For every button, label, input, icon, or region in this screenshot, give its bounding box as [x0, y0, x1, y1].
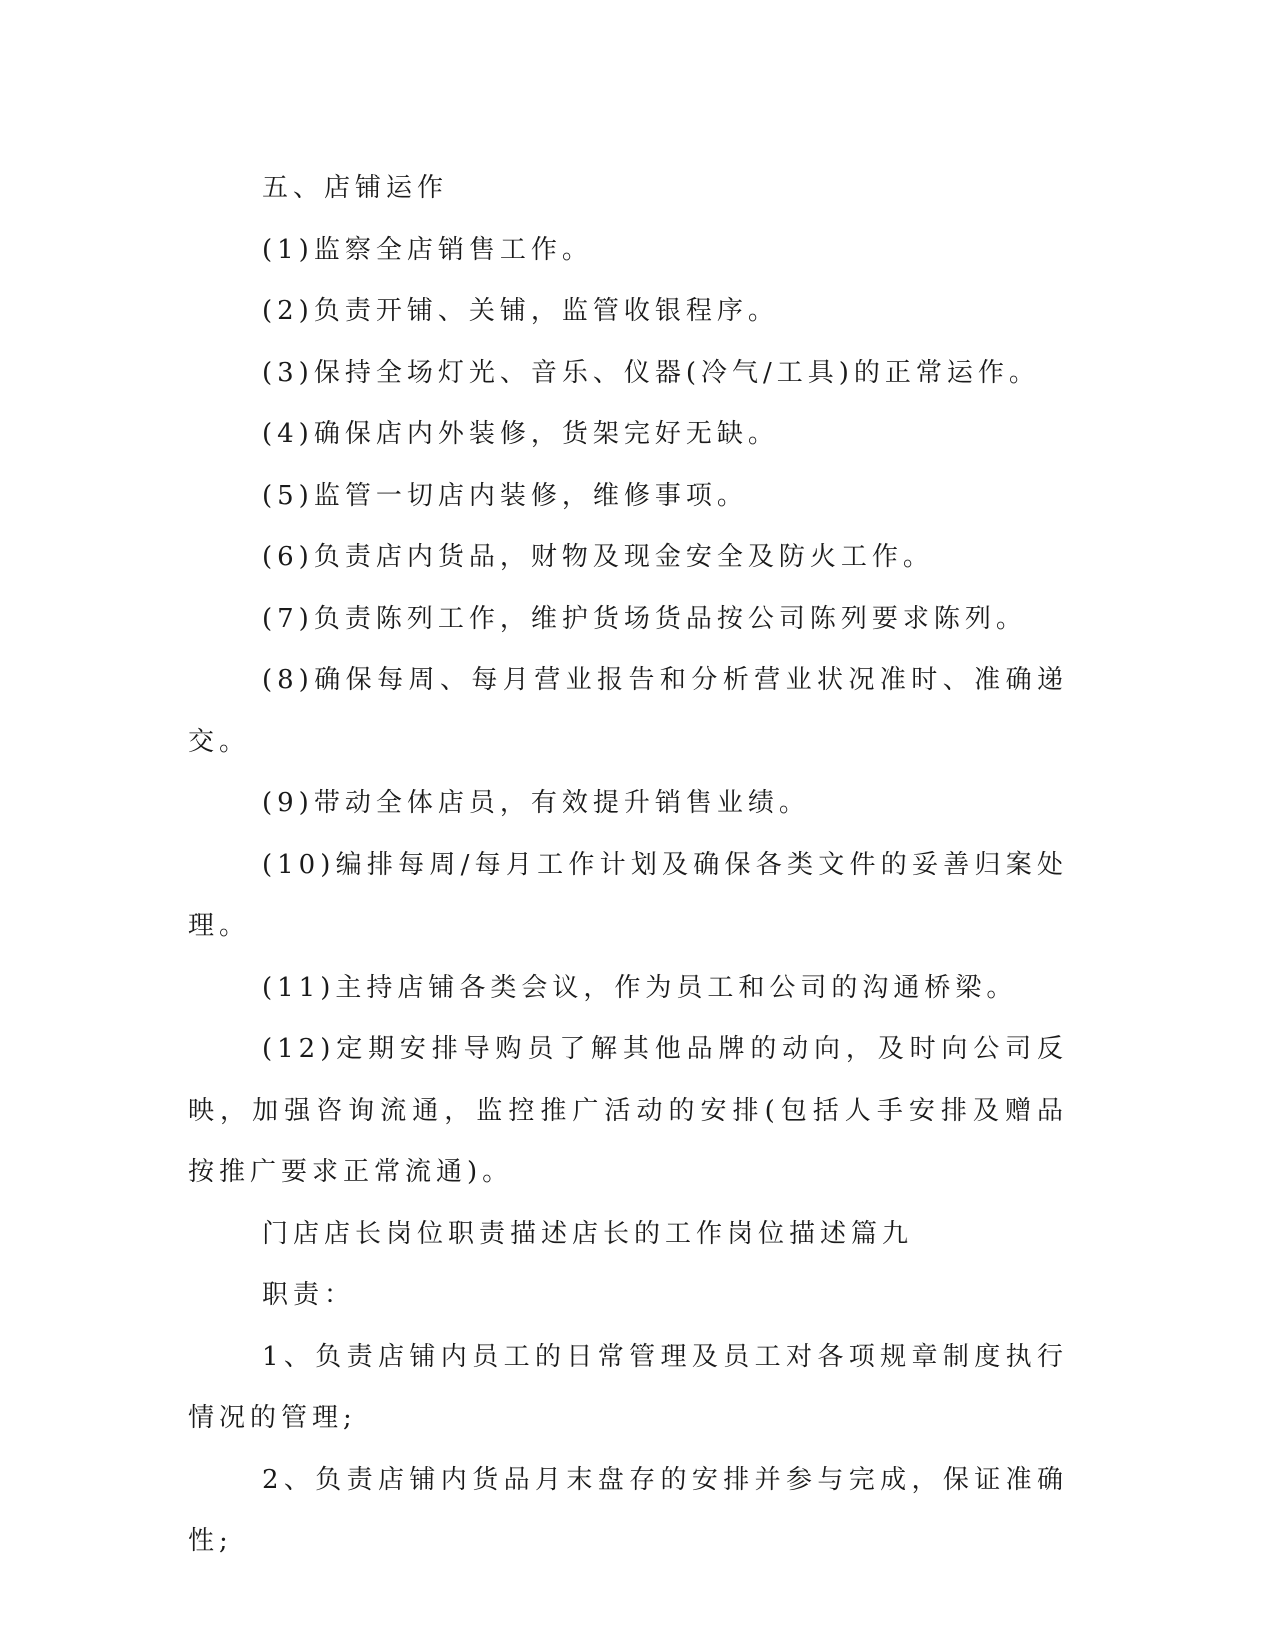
- list-item: (10)编排每周/每月工作计划及确保各类文件的妥善归案处理。: [188, 849, 1068, 941]
- list-item: 2、负责店铺内货品月末盘存的安排并参与完成，保证准确性;: [188, 1464, 1068, 1556]
- subsection-label: 职责：: [262, 1280, 356, 1310]
- list-item: (11)主持店铺各类会议，作为员工和公司的沟通桥梁。: [262, 972, 1018, 1003]
- list-item: (1)监察全店销售工作。: [262, 234, 593, 265]
- list-item: (6)负责店内货品，财物及现金安全及防火工作。: [262, 542, 934, 572]
- list-item: (12)定期安排导购员了解其他品牌的动向，及时向公司反映，加强咨询流通，监控推广活动的安排(包括人手安排及赠品按推广要求正常流通)。: [188, 1034, 1068, 1187]
- list-item: (3)保持全场灯光、音乐、仪器(冷气/工具)的正常运作。: [262, 357, 1040, 388]
- list-item: (9)带动全体店员，有效提升销售业绩。: [262, 788, 810, 818]
- section-heading: 五、店铺运作: [262, 173, 449, 203]
- list-item: 1、负责店铺内员工的日常管理及员工对各项规章制度执行情况的管理;: [188, 1341, 1068, 1433]
- section-title: 门店店长岗位职责描述店长的工作岗位描述篇九: [262, 1218, 914, 1249]
- list-item: (4)确保店内外装修，货架完好无缺。: [262, 419, 779, 449]
- document-body: [188, 158, 1068, 1573]
- list-item: (8)确保每周、每月营业报告和分析营业状况准时、准确递交。: [188, 665, 1068, 757]
- list-item: (2)负责开铺、关铺，监管收银程序。: [262, 296, 779, 326]
- list-item: (7)负责陈列工作，维护货场货品按公司陈列要求陈列。: [262, 603, 1027, 634]
- list-item: (5)监管一切店内装修，维修事项。: [262, 480, 748, 511]
